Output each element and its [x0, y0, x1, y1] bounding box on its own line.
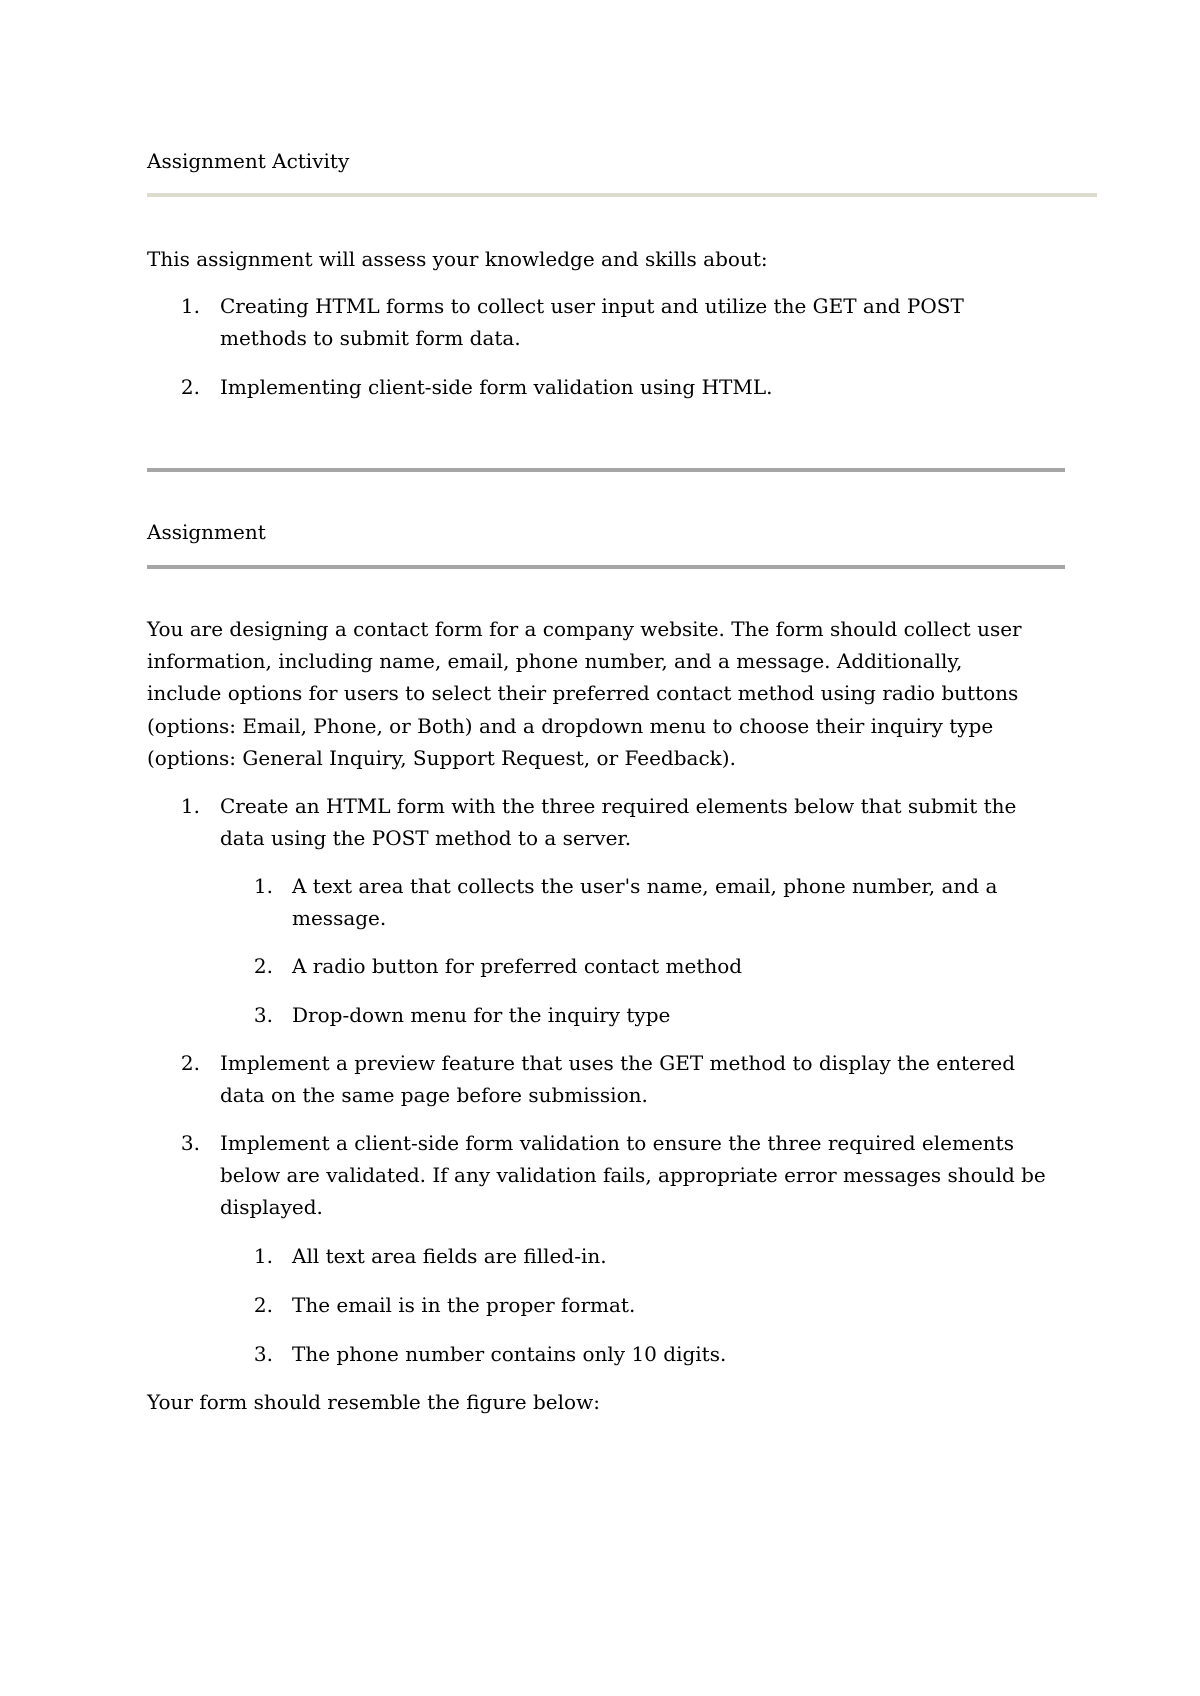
section-divider	[147, 468, 1065, 472]
task-line: data using the POST method to a server.	[220, 826, 632, 850]
closing-text: Your form should resemble the figure below:	[147, 1390, 600, 1414]
paragraph-line: include options for users to select their preferred contact method using radio buttons	[147, 681, 1019, 705]
task-line: data on the same page before submission.	[220, 1083, 648, 1107]
section-title-divider	[147, 565, 1065, 569]
subtask-line: The phone number contains only 10 digits.	[292, 1342, 727, 1366]
subtask-number: 3.	[253, 1003, 273, 1027]
task-line: Create an HTML form with the three required elements below that submit the	[220, 794, 1017, 818]
subtask-line: A text area that collects the user's name, email, phone number, and a	[292, 874, 998, 898]
paragraph-line: You are designing a contact form for a company website. The form should collect user	[147, 617, 1022, 641]
task-number: 2.	[180, 1051, 200, 1075]
subtask-line: Drop-down menu for the inquiry type	[292, 1003, 671, 1027]
task-line: displayed.	[220, 1195, 323, 1219]
objective-item-line: Implementing client-side form validation using HTML.	[220, 375, 773, 399]
subtask-line: message.	[292, 906, 387, 930]
subtask-number: 3.	[253, 1342, 273, 1366]
subtask-number: 1.	[253, 1244, 273, 1268]
task-number: 3.	[180, 1131, 200, 1155]
objective-item-line: Creating HTML forms to collect user input and utilize the GET and POST	[220, 294, 964, 318]
paragraph-line: (options: Email, Phone, or Both) and a dropdown menu to choose their inquiry type	[147, 714, 994, 738]
objective-item-line: methods to submit form data.	[220, 326, 521, 350]
objective-number: 1.	[180, 294, 200, 318]
task-line: Implement a preview feature that uses the GET method to display the entered	[220, 1051, 1016, 1075]
task-line: below are validated. If any validation fails, appropriate error messages should be	[220, 1163, 1046, 1187]
subtask-number: 2.	[253, 1293, 273, 1317]
paragraph-line: information, including name, email, phone number, and a message. Additionally,	[147, 649, 963, 673]
objective-number: 2.	[180, 375, 200, 399]
subtask-number: 2.	[253, 954, 273, 978]
subtask-line: All text area fields are filled-in.	[292, 1244, 607, 1268]
task-line: Implement a client-side form validation to ensure the three required elements	[220, 1131, 1014, 1155]
objectives-intro: This assignment will assess your knowledge and skills about:	[147, 247, 768, 271]
title-divider	[147, 193, 1097, 197]
task-number: 1.	[180, 794, 200, 818]
subtask-line: A radio button for preferred contact method	[292, 954, 743, 978]
page-title: Assignment Activity	[147, 149, 350, 173]
subtask-line: The email is in the proper format.	[292, 1293, 636, 1317]
paragraph-line: (options: General Inquiry, Support Request, or Feedback).	[147, 746, 736, 770]
section-title: Assignment	[147, 520, 266, 544]
subtask-number: 1.	[253, 874, 273, 898]
